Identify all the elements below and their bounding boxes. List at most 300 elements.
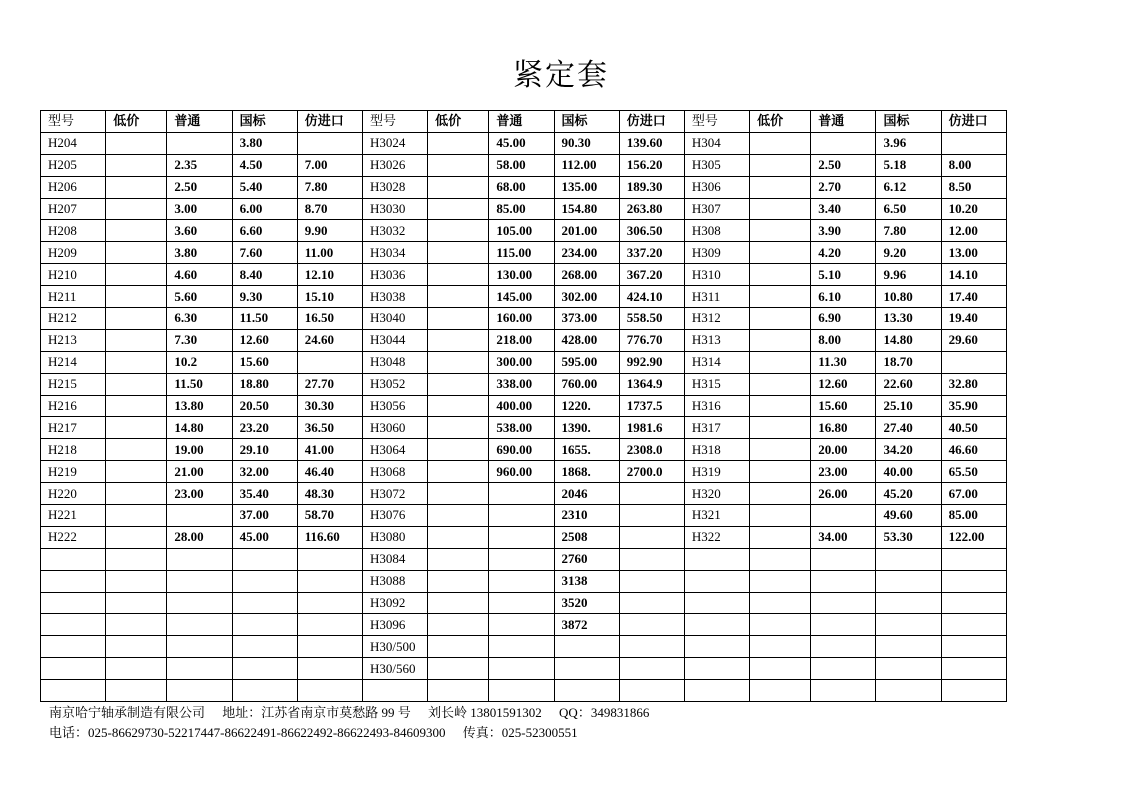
price-cell: 2.70 (811, 176, 876, 198)
price-cell: 8.50 (941, 176, 1006, 198)
price-cell: 6.60 (232, 220, 297, 242)
model-cell: H30/560 (362, 658, 427, 680)
price-cell (619, 526, 684, 548)
price-cell: 3.40 (811, 198, 876, 220)
price-cell: 9.96 (876, 264, 941, 286)
model-cell (684, 680, 749, 702)
price-cell: 424.10 (619, 286, 684, 308)
price-cell (297, 636, 362, 658)
model-cell: H221 (41, 505, 106, 527)
price-cell: 30.30 (297, 395, 362, 417)
price-cell (941, 592, 1006, 614)
price-cell: 145.00 (489, 286, 554, 308)
price-cell (750, 614, 811, 636)
model-cell (41, 680, 106, 702)
price-cell: 3.00 (167, 198, 232, 220)
table-row (41, 592, 1007, 614)
price-cell (811, 614, 876, 636)
price-cell (489, 614, 554, 636)
price-cell (619, 680, 684, 702)
price-cell: 3138 (554, 570, 619, 592)
price-cell: 218.00 (489, 329, 554, 351)
column-header: 普通 (489, 111, 554, 133)
price-cell: 2.50 (167, 176, 232, 198)
price-cell: 45.00 (489, 132, 554, 154)
price-cell (876, 592, 941, 614)
model-cell: H3076 (362, 505, 427, 527)
price-cell (428, 351, 489, 373)
price-cell (106, 154, 167, 176)
price-cell: 36.50 (297, 417, 362, 439)
price-cell: 4.50 (232, 154, 297, 176)
price-cell: 5.18 (876, 154, 941, 176)
model-cell: H313 (684, 329, 749, 351)
price-cell: 7.00 (297, 154, 362, 176)
price-cell: 268.00 (554, 264, 619, 286)
price-cell: 135.00 (554, 176, 619, 198)
model-cell: H222 (41, 526, 106, 548)
price-cell: 12.10 (297, 264, 362, 286)
price-cell: 189.30 (619, 176, 684, 198)
price-cell: 17.40 (941, 286, 1006, 308)
price-cell (428, 526, 489, 548)
price-cell (750, 570, 811, 592)
price-cell (750, 176, 811, 198)
price-cell (297, 132, 362, 154)
price-cell (106, 461, 167, 483)
price-cell (428, 417, 489, 439)
price-cell (167, 614, 232, 636)
price-cell (106, 680, 167, 702)
model-cell: H3092 (362, 592, 427, 614)
model-cell: H317 (684, 417, 749, 439)
price-cell (489, 592, 554, 614)
model-cell: H211 (41, 286, 106, 308)
table-row (41, 220, 1007, 242)
column-header: 仿进口 (619, 111, 684, 133)
price-cell (106, 439, 167, 461)
price-cell: 41.00 (297, 439, 362, 461)
table-row (41, 483, 1007, 505)
price-cell (106, 548, 167, 570)
qq-number: QQ：349831866 (559, 705, 650, 720)
price-cell (619, 636, 684, 658)
price-cell (106, 264, 167, 286)
company-address: 地址：江苏省南京市莫愁路 99 号 (222, 705, 411, 720)
column-header: 普通 (811, 111, 876, 133)
column-header: 国标 (232, 111, 297, 133)
price-cell (750, 505, 811, 527)
model-cell: H304 (684, 132, 749, 154)
price-cell (106, 636, 167, 658)
page-title: 紧定套 (513, 59, 609, 92)
model-cell: H3036 (362, 264, 427, 286)
column-header: 低价 (106, 111, 167, 133)
price-cell: 18.70 (876, 351, 941, 373)
price-cell: 40.00 (876, 461, 941, 483)
price-cell: 130.00 (489, 264, 554, 286)
price-cell: 6.90 (811, 308, 876, 330)
table-row (41, 658, 1007, 680)
price-cell: 19.40 (941, 308, 1006, 330)
price-cell (297, 680, 362, 702)
price-cell (619, 548, 684, 570)
price-cell (428, 505, 489, 527)
model-cell: H3072 (362, 483, 427, 505)
price-cell: 3.90 (811, 220, 876, 242)
model-cell: H3096 (362, 614, 427, 636)
price-cell: 960.00 (489, 461, 554, 483)
model-cell: H209 (41, 242, 106, 264)
column-header: 国标 (876, 111, 941, 133)
price-cell (232, 548, 297, 570)
price-cell: 45.00 (232, 526, 297, 548)
price-cell: 7.80 (876, 220, 941, 242)
price-cell (750, 242, 811, 264)
price-cell: 48.30 (297, 483, 362, 505)
price-cell: 6.50 (876, 198, 941, 220)
price-cell: 558.50 (619, 308, 684, 330)
price-cell: 25.10 (876, 395, 941, 417)
price-cell: 10.20 (941, 198, 1006, 220)
price-cell: 306.50 (619, 220, 684, 242)
price-cell (106, 505, 167, 527)
price-cell: 34.00 (811, 526, 876, 548)
price-cell: 538.00 (489, 417, 554, 439)
model-cell (684, 636, 749, 658)
model-cell (684, 614, 749, 636)
price-cell (876, 636, 941, 658)
price-cell: 2.50 (811, 154, 876, 176)
price-cell: 11.50 (232, 308, 297, 330)
price-cell (232, 658, 297, 680)
footer-line-2 (49, 722, 592, 741)
price-cell (428, 373, 489, 395)
price-cell (554, 680, 619, 702)
price-cell: 29.10 (232, 439, 297, 461)
price-cell: 1655. (554, 439, 619, 461)
price-cell: 1868. (554, 461, 619, 483)
price-cell (750, 680, 811, 702)
price-cell: 112.00 (554, 154, 619, 176)
model-cell (362, 680, 427, 702)
price-cell (106, 395, 167, 417)
price-cell (297, 570, 362, 592)
price-cell (428, 154, 489, 176)
price-cell (750, 264, 811, 286)
model-cell: H314 (684, 351, 749, 373)
price-cell: 9.20 (876, 242, 941, 264)
price-cell: 595.00 (554, 351, 619, 373)
price-cell (428, 483, 489, 505)
price-cell (167, 505, 232, 527)
price-cell (941, 548, 1006, 570)
model-cell: H3060 (362, 417, 427, 439)
model-cell (41, 658, 106, 680)
price-cell: 27.70 (297, 373, 362, 395)
model-cell: H212 (41, 308, 106, 330)
column-header: 仿进口 (297, 111, 362, 133)
model-cell (41, 592, 106, 614)
price-cell: 116.60 (297, 526, 362, 548)
price-cell (750, 658, 811, 680)
model-cell: H3080 (362, 526, 427, 548)
price-cell: 6.00 (232, 198, 297, 220)
model-cell: H306 (684, 176, 749, 198)
price-cell: 14.80 (167, 417, 232, 439)
model-cell: H308 (684, 220, 749, 242)
price-cell: 23.00 (811, 461, 876, 483)
price-cell (750, 351, 811, 373)
price-cell: 14.80 (876, 329, 941, 351)
price-cell: 367.20 (619, 264, 684, 286)
model-cell (684, 592, 749, 614)
price-cell: 105.00 (489, 220, 554, 242)
model-cell (41, 548, 106, 570)
table-row (41, 176, 1007, 198)
price-cell: 12.00 (941, 220, 1006, 242)
table-row (41, 680, 1007, 702)
model-cell: H205 (41, 154, 106, 176)
price-cell: 20.50 (232, 395, 297, 417)
price-cell: 13.00 (941, 242, 1006, 264)
price-cell: 58.70 (297, 505, 362, 527)
price-cell: 122.00 (941, 526, 1006, 548)
price-cell: 263.80 (619, 198, 684, 220)
price-cell (619, 614, 684, 636)
model-cell: H3064 (362, 439, 427, 461)
column-header: 低价 (750, 111, 811, 133)
price-cell: 3.80 (232, 132, 297, 154)
price-cell (167, 570, 232, 592)
table-row (41, 154, 1007, 176)
price-cell: 776.70 (619, 329, 684, 351)
price-cell: 2700.0 (619, 461, 684, 483)
price-cell: 24.60 (297, 329, 362, 351)
price-cell: 160.00 (489, 308, 554, 330)
price-cell: 68.00 (489, 176, 554, 198)
price-cell (489, 570, 554, 592)
price-cell: 85.00 (489, 198, 554, 220)
price-cell (750, 526, 811, 548)
model-cell: H3068 (362, 461, 427, 483)
price-cell: 156.20 (619, 154, 684, 176)
price-cell: 7.80 (297, 176, 362, 198)
price-cell (811, 132, 876, 154)
price-cell (811, 636, 876, 658)
price-cell (619, 592, 684, 614)
price-cell (428, 198, 489, 220)
model-cell: H217 (41, 417, 106, 439)
model-cell: H3024 (362, 132, 427, 154)
price-cell: 18.80 (232, 373, 297, 395)
price-cell: 49.60 (876, 505, 941, 527)
price-cell: 234.00 (554, 242, 619, 264)
price-cell (106, 220, 167, 242)
price-cell: 4.60 (167, 264, 232, 286)
price-cell (750, 220, 811, 242)
price-cell: 27.40 (876, 417, 941, 439)
model-cell: H216 (41, 395, 106, 417)
price-cell: 46.60 (941, 439, 1006, 461)
model-cell (684, 658, 749, 680)
price-cell (428, 592, 489, 614)
price-cell: 7.60 (232, 242, 297, 264)
model-cell: H219 (41, 461, 106, 483)
model-cell: H305 (684, 154, 749, 176)
price-cell: 3872 (554, 614, 619, 636)
model-cell (41, 636, 106, 658)
table-row (41, 636, 1007, 658)
price-cell: 32.80 (941, 373, 1006, 395)
price-cell: 3.80 (167, 242, 232, 264)
model-cell: H3052 (362, 373, 427, 395)
price-cell (489, 636, 554, 658)
model-cell: H215 (41, 373, 106, 395)
model-cell: H310 (684, 264, 749, 286)
price-cell (167, 680, 232, 702)
price-cell (941, 351, 1006, 373)
price-cell (232, 592, 297, 614)
price-cell: 2308.0 (619, 439, 684, 461)
price-cell: 154.80 (554, 198, 619, 220)
price-cell: 338.00 (489, 373, 554, 395)
price-cell (750, 592, 811, 614)
price-cell: 22.60 (876, 373, 941, 395)
price-cell (428, 242, 489, 264)
price-cell: 9.90 (297, 220, 362, 242)
model-cell: H3088 (362, 570, 427, 592)
price-cell (941, 658, 1006, 680)
price-cell: 65.50 (941, 461, 1006, 483)
price-cell (428, 264, 489, 286)
model-cell: H3040 (362, 308, 427, 330)
model-cell: H307 (684, 198, 749, 220)
price-cell: 58.00 (489, 154, 554, 176)
table-row (41, 395, 1007, 417)
price-cell: 67.00 (941, 483, 1006, 505)
price-cell (428, 176, 489, 198)
price-cell (811, 570, 876, 592)
table-row (41, 526, 1007, 548)
model-cell: H319 (684, 461, 749, 483)
price-cell: 14.10 (941, 264, 1006, 286)
table-row (41, 351, 1007, 373)
price-cell (106, 351, 167, 373)
price-cell: 7.30 (167, 329, 232, 351)
price-cell: 16.50 (297, 308, 362, 330)
price-cell (941, 614, 1006, 636)
price-cell (489, 548, 554, 570)
price-cell (619, 505, 684, 527)
footer-line-1 (49, 702, 663, 721)
price-cell: 26.00 (811, 483, 876, 505)
price-cell (489, 505, 554, 527)
price-cell (428, 680, 489, 702)
price-cell (106, 592, 167, 614)
price-cell (167, 636, 232, 658)
model-cell: H320 (684, 483, 749, 505)
price-cell (428, 286, 489, 308)
price-cell: 115.00 (489, 242, 554, 264)
table-row (41, 614, 1007, 636)
price-table (40, 110, 1007, 702)
price-cell (489, 658, 554, 680)
model-cell: H3084 (362, 548, 427, 570)
price-cell: 992.90 (619, 351, 684, 373)
model-cell: H3030 (362, 198, 427, 220)
price-cell (297, 658, 362, 680)
price-cell: 29.60 (941, 329, 1006, 351)
model-cell: H309 (684, 242, 749, 264)
price-cell: 32.00 (232, 461, 297, 483)
price-cell: 337.20 (619, 242, 684, 264)
model-cell: H312 (684, 308, 749, 330)
price-cell: 46.40 (297, 461, 362, 483)
price-cell (750, 636, 811, 658)
phone-numbers: 电话：025-86629730-52217447-86622491-86622492-86622493-84609300 (49, 725, 446, 740)
price-cell: 15.60 (811, 395, 876, 417)
price-cell (428, 658, 489, 680)
price-cell (428, 395, 489, 417)
price-cell (428, 614, 489, 636)
price-cell: 6.30 (167, 308, 232, 330)
price-cell (876, 614, 941, 636)
price-cell (297, 351, 362, 373)
price-cell: 10.2 (167, 351, 232, 373)
price-cell: 15.10 (297, 286, 362, 308)
model-cell: H214 (41, 351, 106, 373)
price-cell: 2310 (554, 505, 619, 527)
price-cell (750, 483, 811, 505)
price-cell (876, 680, 941, 702)
model-cell: H316 (684, 395, 749, 417)
price-cell (428, 308, 489, 330)
price-cell: 5.60 (167, 286, 232, 308)
table-row (41, 570, 1007, 592)
price-cell: 428.00 (554, 329, 619, 351)
price-cell (106, 658, 167, 680)
price-cell (428, 461, 489, 483)
price-cell (876, 658, 941, 680)
column-header: 型号 (684, 111, 749, 133)
model-cell: H3032 (362, 220, 427, 242)
model-cell: H204 (41, 132, 106, 154)
price-cell (428, 439, 489, 461)
price-cell: 2508 (554, 526, 619, 548)
price-cell (106, 329, 167, 351)
price-cell: 3.60 (167, 220, 232, 242)
price-cell (167, 658, 232, 680)
table-row (41, 242, 1007, 264)
price-cell: 139.60 (619, 132, 684, 154)
price-cell: 23.20 (232, 417, 297, 439)
price-cell (941, 680, 1006, 702)
price-cell: 3.96 (876, 132, 941, 154)
price-cell (750, 373, 811, 395)
price-cell: 760.00 (554, 373, 619, 395)
price-cell (167, 592, 232, 614)
model-cell: H3044 (362, 329, 427, 351)
price-cell: 8.70 (297, 198, 362, 220)
price-cell (106, 308, 167, 330)
price-cell (106, 198, 167, 220)
price-cell: 53.30 (876, 526, 941, 548)
column-header: 型号 (41, 111, 106, 133)
price-cell (811, 548, 876, 570)
model-cell: H207 (41, 198, 106, 220)
price-cell (232, 614, 297, 636)
